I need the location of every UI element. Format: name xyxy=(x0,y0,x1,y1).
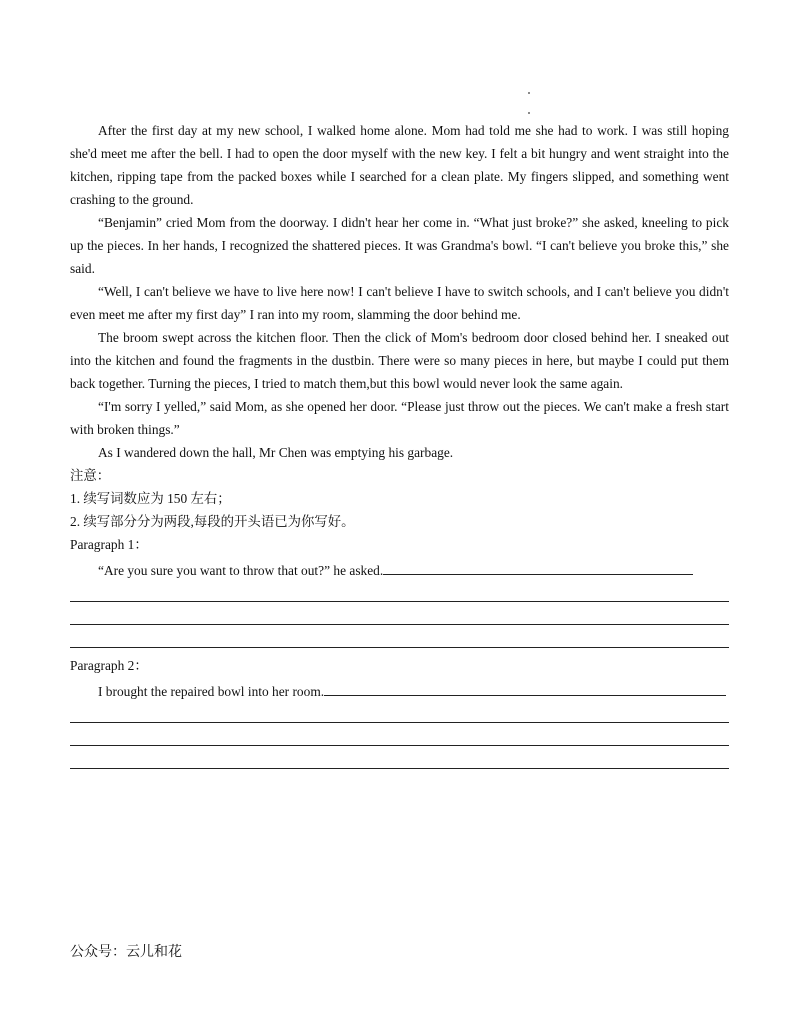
paragraph-1-section xyxy=(70,533,729,648)
notes-heading: 注意： xyxy=(70,468,111,483)
story-text xyxy=(70,119,729,464)
paragraph-2-opening-line xyxy=(70,677,729,700)
note-item-1: 1. 续写词数应为 150 左右； xyxy=(70,491,231,506)
answer-line[interactable] xyxy=(70,723,729,746)
page-marks xyxy=(528,92,532,118)
paragraph-2-section xyxy=(70,654,729,769)
answer-line[interactable] xyxy=(324,680,726,696)
paragraph-1-opening: “Are you sure you want to throw that out?” he asked. xyxy=(98,563,384,578)
story-paragraph-3: “Well, I can't believe we have to live here now! I can't believe I have to switch schools, and I can't believe you didn't even meet me after my first day” I ran into my room, slamming the door behind me. xyxy=(70,284,729,322)
answer-line[interactable] xyxy=(70,602,729,625)
document-content xyxy=(70,119,729,769)
mark-dot xyxy=(528,112,530,114)
paragraph-2-label: Paragraph 2： xyxy=(70,658,148,673)
story-paragraph-1: After the first day at my new school, I walked home alone. Mom had told me she had to work. I was still hoping she'd meet me after the bell. I had to open the door myself with the new key. I felt a bit hungry and went straight into the kitchen, ripping tape from the packed boxes while I searched for a clean plate. My fingers slipped, and something went crashing to the ground. xyxy=(70,123,729,207)
notes-section xyxy=(70,464,729,533)
story-paragraph-2: “Benjamin” cried Mom from the doorway. I didn't hear her come in. “What just broke?” she asked, kneeling to pick up the pieces. In her hands, I recognized the shattered pieces. It was Grandma's bowl. “I can't believe you broke this,” she said. xyxy=(70,215,729,276)
answer-line[interactable] xyxy=(70,625,729,648)
story-paragraph-4: The broom swept across the kitchen floor. Then the click of Mom's bedroom door closed behind her. I sneaked out into the kitchen and found the fragments in the dustbin. There were so many pieces in here, but maybe I could put them back together. Turning the pieces, I tried to match them,but this bowl would never look the same again. xyxy=(70,330,729,391)
answer-line[interactable] xyxy=(70,700,729,723)
paragraph-1-label: Paragraph 1： xyxy=(70,537,148,552)
answer-line[interactable] xyxy=(70,579,729,602)
answer-line[interactable] xyxy=(70,746,729,769)
story-paragraph-5: “I'm sorry I yelled,” said Mom, as she opened her door. “Please just throw out the pieces. We can't make a fresh start with broken things.” xyxy=(70,399,729,437)
note-item-2: 2. 续写部分分为两段,每段的开头语已为你写好。 xyxy=(70,514,355,529)
paragraph-2-opening: I brought the repaired bowl into her room. xyxy=(98,684,325,699)
story-paragraph-6: As I wandered down the hall, Mr Chen was emptying his garbage. xyxy=(98,445,454,460)
mark-dot xyxy=(528,92,530,94)
answer-line[interactable] xyxy=(383,559,693,575)
footer-account: 公众号：云儿和花 xyxy=(70,944,182,960)
paragraph-1-opening-line xyxy=(70,556,729,579)
